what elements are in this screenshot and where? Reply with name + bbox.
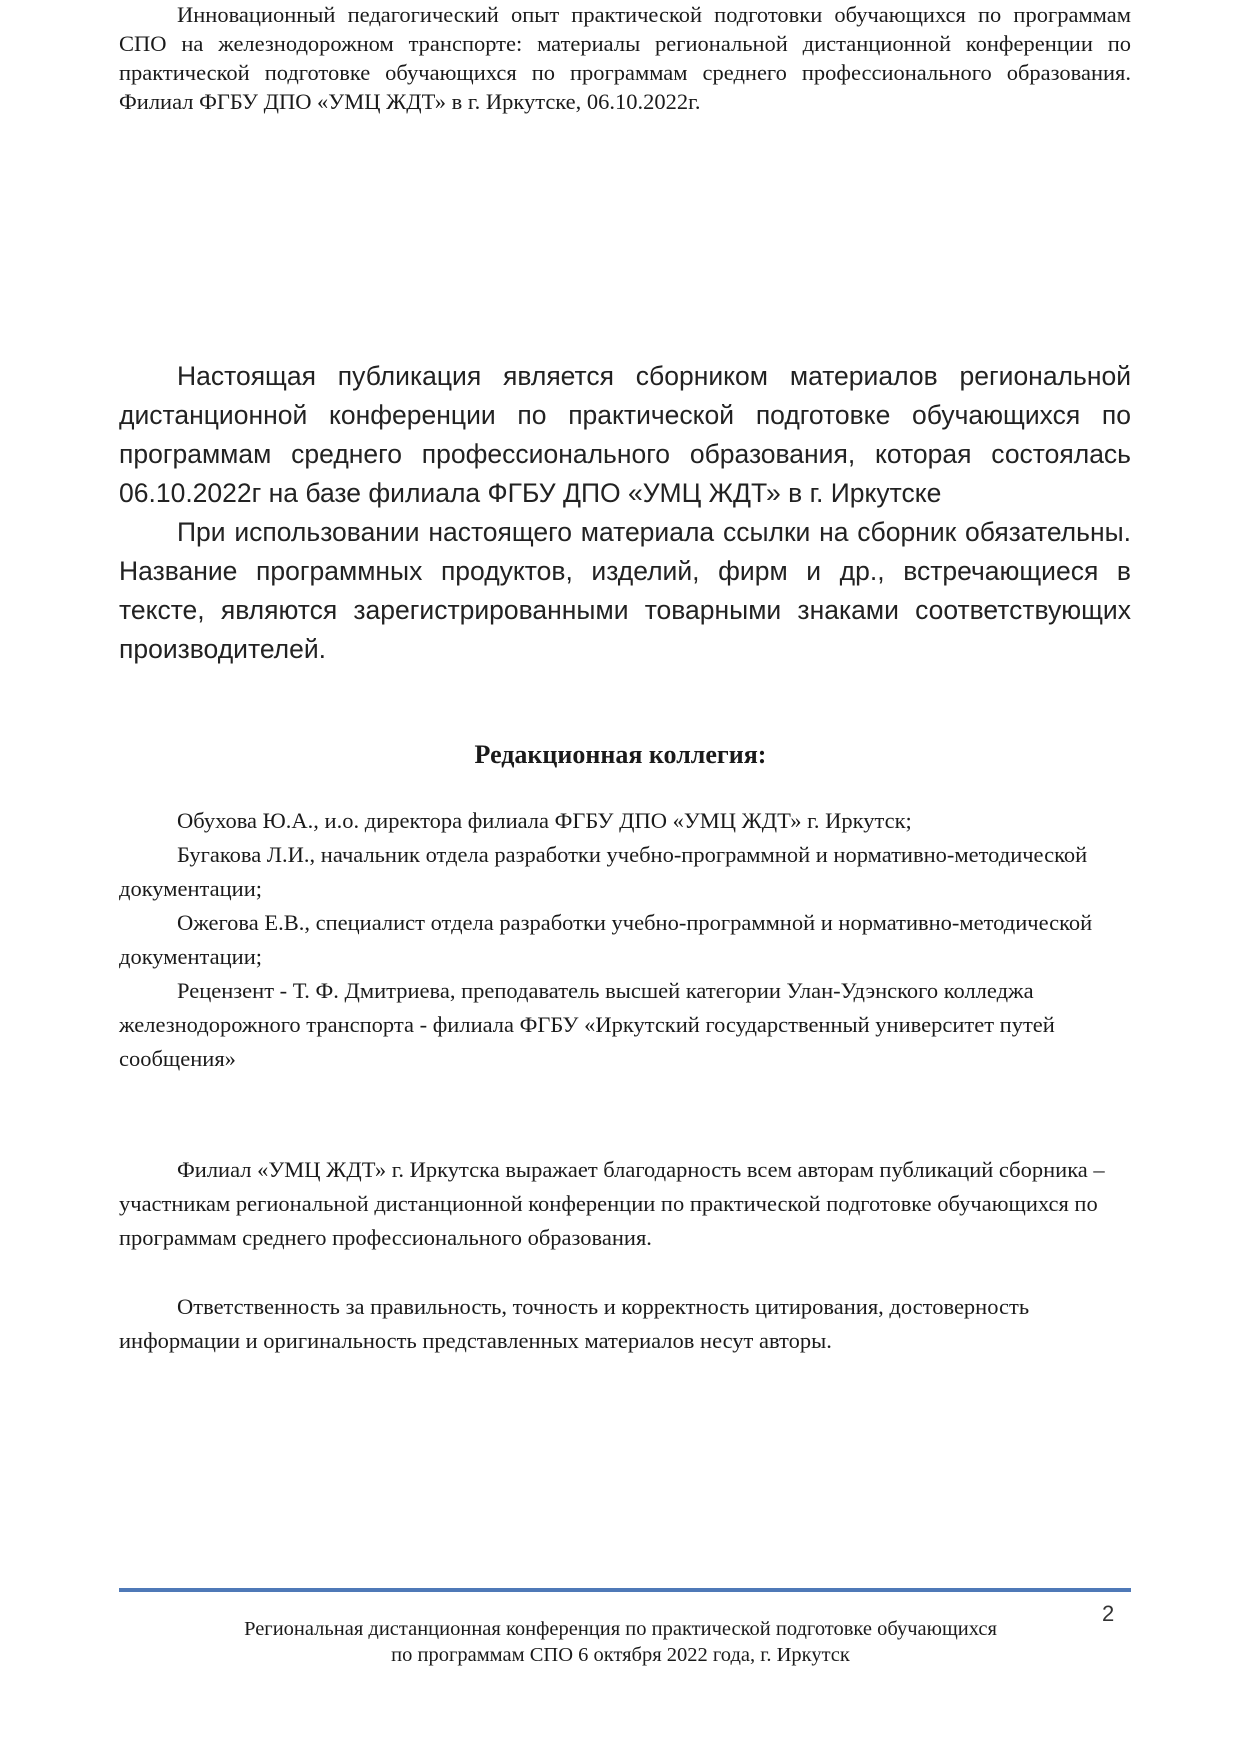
intro-section: [119, 357, 1131, 669]
citation-text: Инновационный педагогический опыт практической подготовки обучающихся по программам СПО на железнодорожном транспорте: материалы региональной дистанционной конференции по практической подготовке обучающихся по программам среднего профессионального образования. Филиал ФГБУ ДПО «УМЦ ЖДТ» в г. Иркутске, 06.10.2022г.: [119, 2, 1131, 114]
footer-line-1: Региональная дистанционная конференция по практической подготовке обучающихся: [244, 1618, 997, 1640]
acknowledgement-text: Филиал «УМЦ ЖДТ» г. Иркутска выражает благодарность всем авторам публикаций сборника – участникам региональной дистанционной конференции по практической подготовке обучающихся по программам среднего профессионального образования.: [119, 1157, 1105, 1250]
intro-paragraph-2: При использовании настоящего материала ссылки на сборник обязательны. Название программных продуктов, изделий, фирм и др., встречающиеся в тексте, являются зарегистрированными товарными знаками соответствующих производителей.: [119, 517, 1131, 664]
intro-paragraph-1: Настоящая публикация является сборником материалов региональной дистанционной конференции по практической подготовке обучающихся по программам среднего профессионального образования, которая состоялась 06.10.2022г на базе филиала ФГБУ ДПО «УМЦ ЖДТ» в г. Иркутске: [119, 361, 1131, 508]
responsibility-text: Ответственность за правильность, точность и корректность цитирования, достоверность информации и оригинальность представленных материалов несут авторы.: [119, 1294, 1030, 1353]
footer-divider: [119, 1588, 1131, 1592]
editorial-board-title: Редакционная коллегия:: [474, 740, 767, 769]
board-member: Ожегова Е.В., специалист отдела разработки учебно-программной и нормативно-методической документации;: [119, 910, 1093, 969]
footer-line-2: по программам СПО 6 октября 2022 года, г. Иркутск: [391, 1644, 850, 1666]
responsibility-section: [119, 1290, 1131, 1358]
page-footer: [0, 1616, 1241, 1668]
board-member: Рецензент - Т. Ф. Дмитриева, преподаватель высшей категории Улан-Удэнского колледжа железнодорожного транспорта - филиала ФГБУ «Иркутский государственный университет путей сообщения»: [119, 978, 1055, 1071]
page-number: 2: [1102, 1601, 1115, 1626]
editorial-board-list: [119, 804, 1131, 1076]
board-member: Обухова Ю.А., и.о. директора филиала ФГБУ ДПО «УМЦ ЖДТ» г. Иркутск;: [177, 808, 912, 833]
acknowledgement-section: [119, 1153, 1131, 1255]
board-member: Бугакова Л.И., начальник отдела разработки учебно-программной и нормативно-методической документации;: [119, 842, 1088, 901]
